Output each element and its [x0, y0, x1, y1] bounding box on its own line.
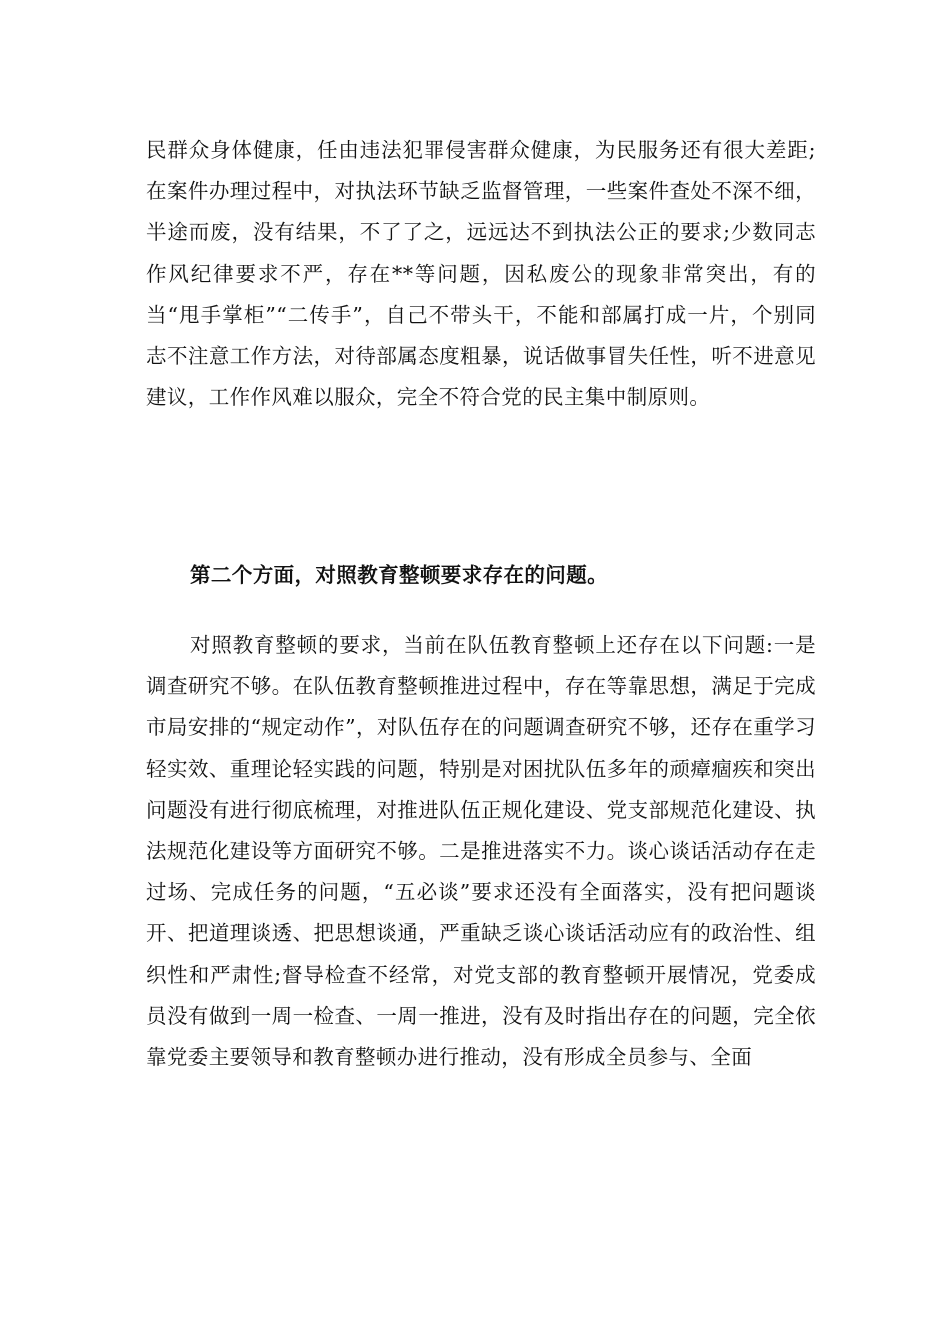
body-paragraph: 对照教育整顿的要求，当前在队伍教育整顿上还存在以下问题:一是调查研究不够。在队伍教育整顿推进过程中，存在等靠思想，满足于完成市局安排的“规定动作”，对队伍存在的问题调查研究不够，还存在重学习轻实效、重理论轻实践的问题，特别是对困扰队伍多年的顽瘴痼疾和突出问题没有进行彻底梳理，对推进队伍正规化建设、党支部规范化建设、执法规范化建设等方面研究不够。二是推进落实不力。谈心谈话活动存在走过场、完成任务的问题，“五必谈”要求还没有全面落实，没有把问题谈开、把道理谈透、把思想谈通，严重缺乏谈心谈话活动应有的政治性、组织性和严肃性;督导检查不经常，对党支部的教育整顿开展情况，党委成员没有做到一周一检查、一周一推进，没有及时指出存在的问题，完全依靠党委主要领导和教育整顿办进行推动，没有形成全员参与、全面	[146, 633, 816, 1070]
body-paragraph-continued: 民群众身体健康，任由违法犯罪侵害群众健康，为民服务还有很大差距;在案件办理过程中，对执法环节缺乏监督管理，一些案件查处不深不细，半途而废，没有结果，不了了之，远远达不到执法公正的要求;少数同志作风纪律要求不严，存在**等问题，因私废公的现象非常突出，有的当“甩手掌柜”“二传手”，自己不带头干，不能和部属打成一片，个别同志不注意工作方法，对待部属态度粗暴，说话做事冒失任性，听不进意见建议，工作作风难以服众，完全不符合党的民主集中制原则。	[146, 138, 816, 410]
section-heading: 第二个方面，对照教育整顿要求存在的问题。	[190, 563, 608, 587]
